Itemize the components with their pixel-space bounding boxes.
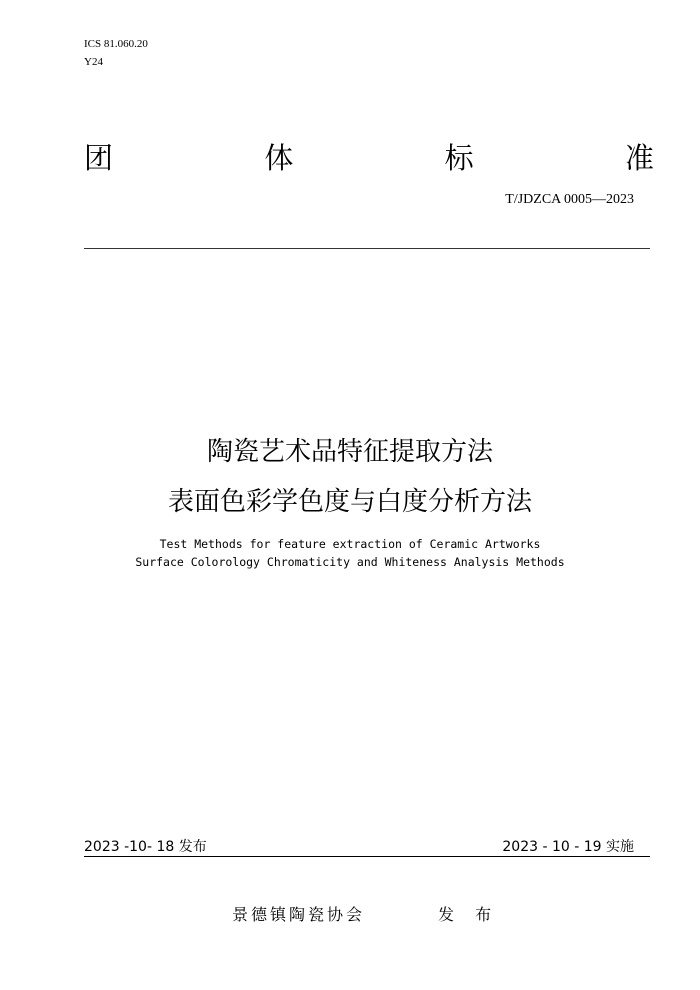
ics-code: ICS 81.060.20 bbox=[84, 38, 148, 50]
standard-number: T/JDZCA 0005—2023 bbox=[505, 192, 634, 207]
footer-divider bbox=[84, 856, 650, 857]
implementation-date: 2023 - 10 - 19 实施 bbox=[502, 839, 634, 855]
standard-type-char: 体 bbox=[264, 140, 294, 175]
standard-type-heading bbox=[84, 134, 654, 178]
standard-type-char: 准 bbox=[624, 140, 654, 175]
standard-type-char: 标 bbox=[444, 140, 474, 175]
classification-code: Y24 bbox=[84, 56, 103, 68]
title-chinese-line-2: 表面色彩学色度与白度分析方法 bbox=[167, 487, 532, 517]
issue-date: 2023 -10- 18 发布 bbox=[84, 839, 207, 855]
publisher-name: 景德镇陶瓷协会 bbox=[232, 905, 366, 924]
header-divider bbox=[84, 248, 650, 249]
title-chinese-line-1: 陶瓷艺术品特征提取方法 bbox=[206, 437, 493, 467]
publish-label: 发 布 bbox=[438, 905, 500, 924]
title-english-line-2: Surface Colorology Chromaticity and Whiteness Analysis Methods bbox=[135, 555, 565, 569]
standard-type-char: 团 bbox=[84, 140, 114, 175]
title-english-line-1: Test Methods for feature extraction of Ceramic Artworks bbox=[159, 537, 541, 551]
